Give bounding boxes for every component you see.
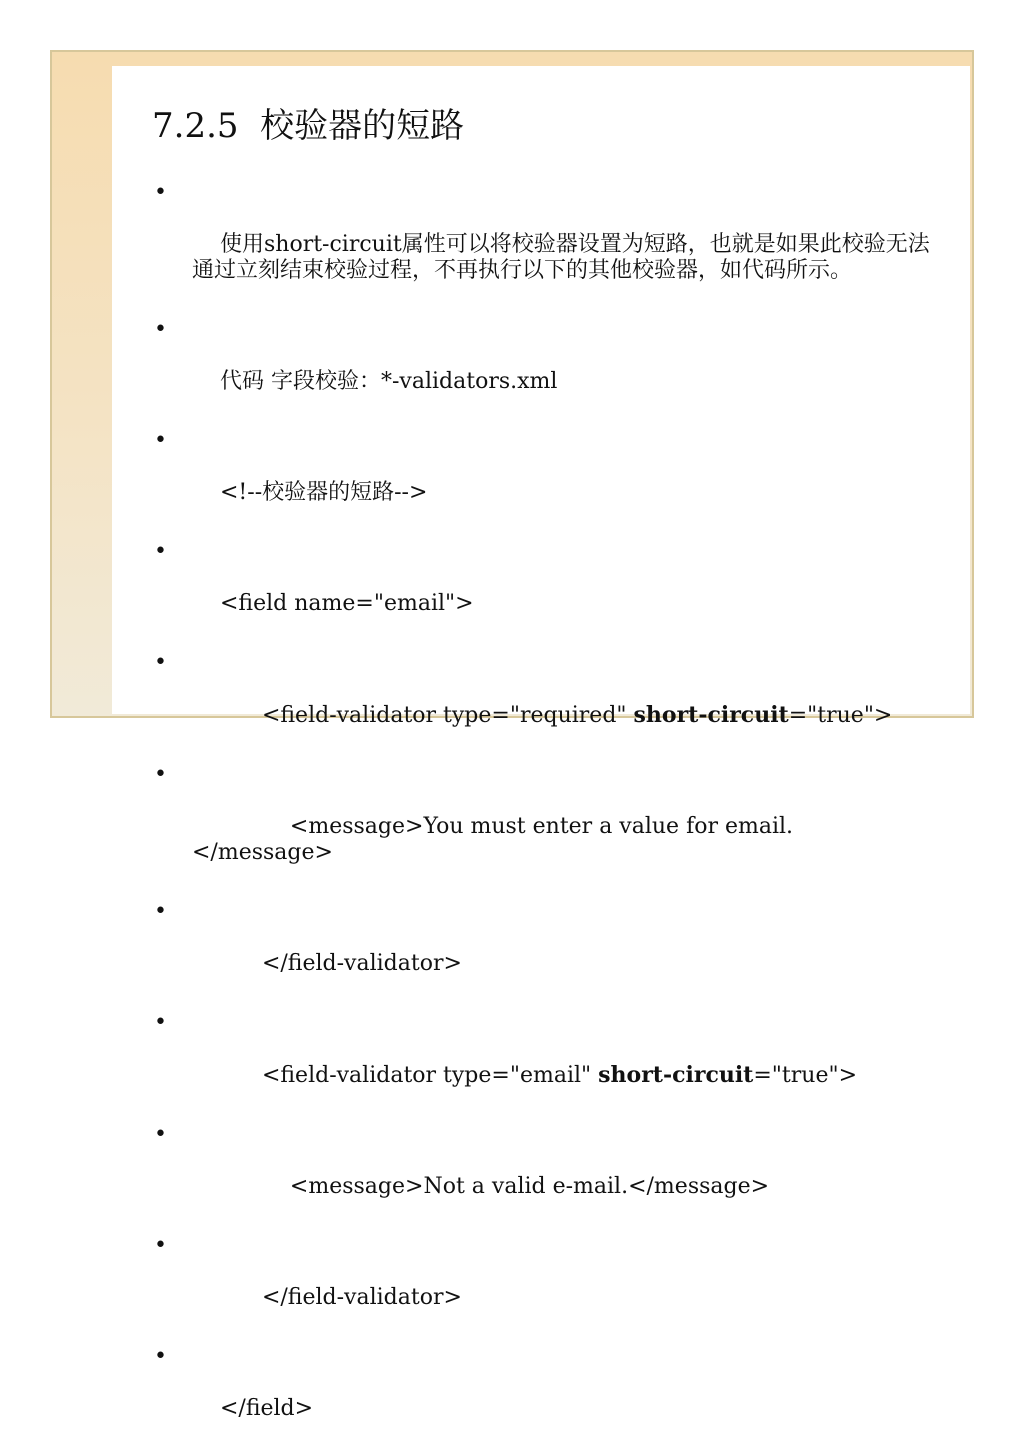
bullet-item [152,428,932,532]
bullet-text: <message>Not a valid e-mail.</message> [219,1174,770,1199]
bullet-text: </field> [219,1396,314,1421]
bullet-item [152,1010,932,1115]
bullet-text: <message>You must enter a value for email.</message> [192,814,794,865]
bullet-text-post: ="true"> [753,1063,858,1088]
bullet-dot: • [154,317,167,342]
bullet-item [152,650,932,755]
bullet-dot: • [154,180,167,205]
bullet-text-post: ="true"> [788,703,893,728]
bullet-item [152,180,932,310]
bullet-dot: • [154,650,167,675]
slide-title: 7.2.5 校验器的短路 [152,106,465,146]
bullet-text-bold: short-circuit [633,702,789,728]
bullet-text: </field-validator> [219,1285,462,1310]
bullet-dot: • [154,428,167,453]
bullet-item [152,1344,932,1448]
bullet-item [152,317,932,421]
bullet-dot: • [154,1010,167,1035]
bullet-dot: • [154,1233,167,1258]
bullet-text: 使用short-circuit属性可以将校验器设置为短路，也就是如果此校验无法通过立刻结束校验过程，不再执行以下的其他校验器，如代码所示。 [192,232,930,283]
bullet-dot: • [154,762,167,787]
bullet-item [152,899,932,1003]
bullet-text: <!--校验器的短路--> [219,480,428,505]
bullet-list [152,180,932,1455]
bullet-dot: • [154,899,167,924]
bullet-text-pre: <field-validator type="email" [219,1063,599,1088]
bullet-text: </field-validator> [219,951,462,976]
bullet-text-bold: short-circuit [598,1062,754,1088]
bullet-text-pre: <field-validator type="required" [219,703,634,728]
bullet-item [152,762,932,892]
bullet-dot: • [154,1122,167,1147]
bullet-dot: • [154,1344,167,1369]
bullet-item [152,1233,932,1337]
bullet-text: <field name="email"> [219,591,474,616]
bullet-text: 代码 字段校验：*-validators.xml [219,369,558,394]
bullet-item [152,1122,932,1226]
bullet-item [152,539,932,643]
bullet-dot: • [154,539,167,564]
